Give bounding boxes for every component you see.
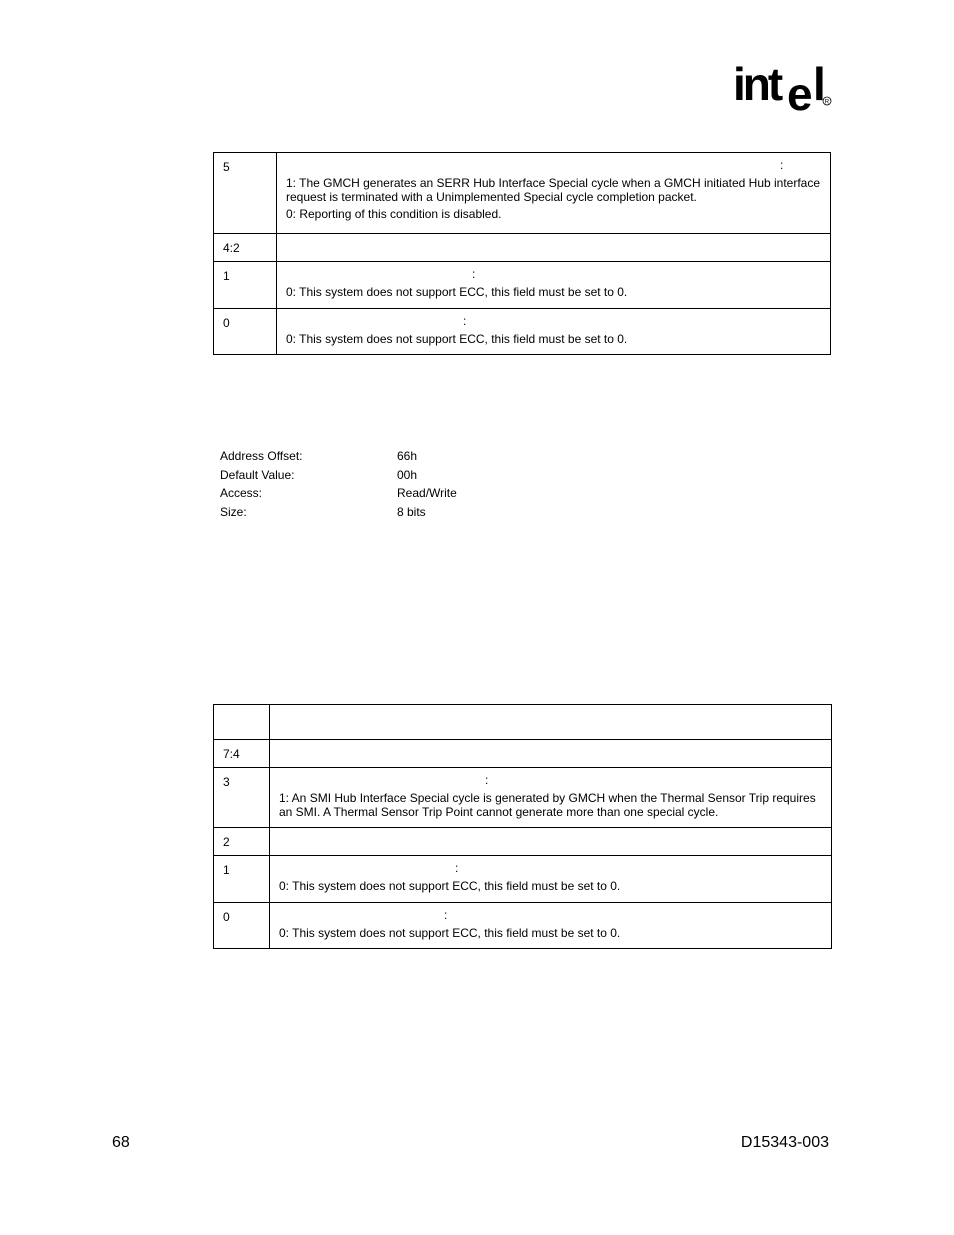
access-value: Read/Write	[397, 486, 457, 500]
description-cell	[277, 309, 831, 355]
description-cell	[270, 856, 832, 903]
colon-mark: :	[455, 861, 459, 875]
bit-cell: 4:2	[214, 234, 277, 262]
bit-cell	[214, 705, 270, 740]
description-line: 0: This system does not support ECC, this field must be set to 0.	[286, 332, 628, 346]
svg-text:R: R	[824, 99, 830, 106]
bit-cell: 7:4	[214, 740, 270, 768]
default-value-label: Default Value:	[220, 468, 295, 482]
bit-cell: 3	[214, 768, 270, 828]
svg-text:int: int	[733, 58, 781, 110]
document-number: D15343-003	[740, 1134, 829, 1151]
description-line: 0: This system does not support ECC, this field must be set to 0.	[279, 879, 621, 893]
description-cell	[270, 740, 832, 768]
table-row	[214, 262, 831, 309]
table-row	[214, 309, 831, 355]
description-line: 0: Reporting of this condition is disabled.	[286, 207, 502, 221]
bit-cell: 2	[214, 828, 270, 856]
description-cell	[277, 153, 831, 234]
size-value: 8 bits	[397, 505, 426, 519]
table-row	[214, 740, 832, 768]
description-line: 0: This system does not support ECC, this field must be set to 0.	[279, 926, 621, 940]
default-value-value: 00h	[397, 468, 418, 482]
table-row	[214, 828, 832, 856]
table-row	[214, 234, 831, 262]
description-cell	[277, 234, 831, 262]
table-row	[214, 705, 832, 740]
size-label: Size:	[220, 505, 247, 519]
access-label: Access:	[220, 486, 263, 500]
address-offset-value: 66h	[397, 449, 418, 463]
table-row	[214, 153, 831, 234]
register-bit-table-1	[213, 152, 831, 355]
intel-logo	[733, 58, 833, 118]
bit-cell: 5	[214, 153, 277, 234]
bit-cell: 1	[214, 856, 270, 903]
colon-mark: :	[444, 908, 448, 922]
address-offset-label: Address Offset:	[220, 449, 303, 463]
description-cell	[270, 705, 832, 740]
page-number: 68	[112, 1134, 130, 1151]
colon-mark: :	[780, 158, 784, 172]
svg-text:e: e	[787, 68, 813, 118]
description-cell	[277, 262, 831, 309]
description-cell	[270, 768, 832, 828]
description-cell	[270, 903, 832, 949]
description-cell	[270, 828, 832, 856]
colon-mark: :	[463, 314, 467, 328]
description-line: 1: The GMCH generates an SERR Hub Interface Special cycle when a GMCH initiated Hub interface request is terminated with a Unimplemented Special cycle completion packet.	[286, 176, 821, 204]
table-row	[214, 903, 832, 949]
bit-cell: 0	[214, 309, 277, 355]
colon-mark: :	[472, 267, 476, 281]
description-line: 1: An SMI Hub Interface Special cycle is generated by GMCH when the Thermal Sensor Trip requires an SMI. A Thermal Sensor Trip Point cannot generate more than one special cycle.	[279, 791, 816, 819]
svg-text:l: l	[813, 58, 826, 110]
register-bit-table-2	[213, 704, 832, 949]
table-row	[214, 768, 832, 828]
table-row	[214, 856, 832, 903]
colon-mark: :	[485, 773, 489, 787]
bit-cell: 0	[214, 903, 270, 949]
description-line: 0: This system does not support ECC, this field must be set to 0.	[286, 285, 628, 299]
bit-cell: 1	[214, 262, 277, 309]
